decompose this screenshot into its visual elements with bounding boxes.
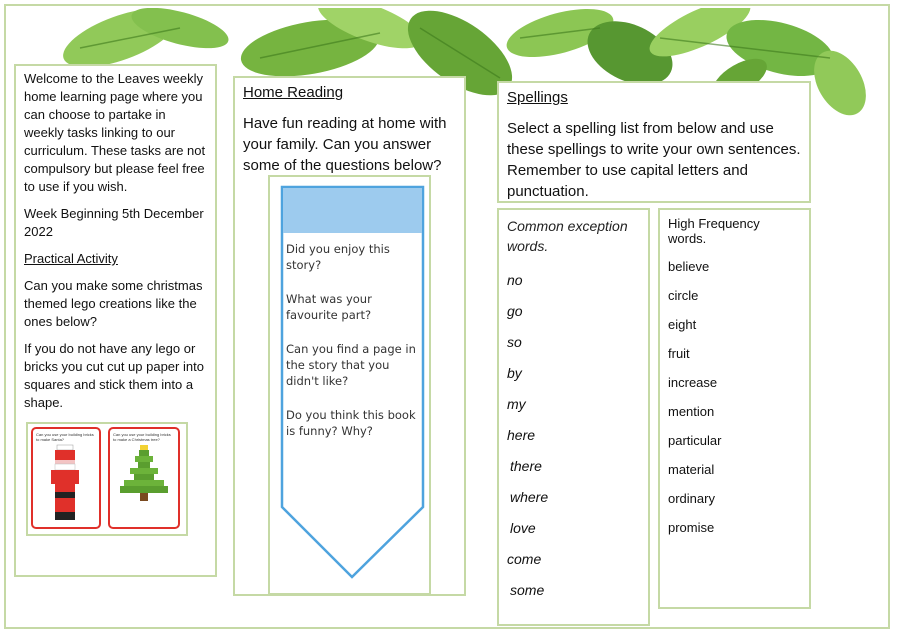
hf-words-panel (658, 208, 811, 609)
common-word: go (507, 303, 523, 319)
spellings-heading: Spellings (507, 89, 568, 106)
spellings-panel (497, 81, 811, 203)
question-2: What was your favourite part? (286, 292, 372, 322)
question-4: Do you think this book is funny? Why? (286, 408, 416, 438)
lego-tree-icon (110, 441, 178, 526)
hf-word: mention (668, 404, 715, 419)
practical-heading: Practical Activity (24, 251, 118, 266)
hf-word: particular (668, 433, 722, 448)
question-3: Can you find a page in the story that you didn't like? (286, 342, 416, 388)
common-word: by (507, 365, 522, 381)
hf-word: ordinary (668, 491, 715, 506)
common-words-panel (497, 208, 650, 626)
lego-tree-card (108, 427, 180, 529)
hf-title: High Frequency words. (668, 216, 760, 246)
tree-card-caption: Can you use your building bricks to make a Christmas tree? (113, 432, 171, 442)
common-word: so (507, 334, 522, 350)
common-word: come (507, 551, 542, 567)
common-title: Common exception words. (507, 218, 628, 254)
common-word: no (507, 272, 523, 288)
bookmark-questions (286, 241, 416, 439)
common-word: where (510, 489, 549, 505)
hf-word: eight (668, 317, 697, 332)
lego-image (26, 422, 188, 536)
santa-card-caption: Can you use your building bricks to make Santa? (36, 432, 94, 442)
common-word: here (507, 427, 536, 443)
week-beginning: Week Beginning 5th December 2022 (24, 206, 204, 239)
hf-word: material (668, 462, 715, 477)
question-1: Did you enjoy this story? (286, 242, 390, 272)
hf-word: circle (668, 288, 699, 303)
common-word: love (510, 520, 536, 536)
common-word: some (510, 582, 545, 598)
reading-heading: Home Reading (243, 84, 344, 101)
hf-word: promise (668, 520, 715, 535)
lego-santa-card (31, 427, 101, 529)
common-word: my (507, 396, 526, 412)
hf-word: fruit (668, 346, 690, 361)
hf-word: believe (668, 259, 710, 274)
welcome-panel (14, 64, 217, 577)
welcome-intro: Welcome to the Leaves weekly home learning page where you can choose to partake in weekly tasks linking to our curriculum. These tasks are not compulsory but please feel free to use if you wish. (24, 71, 206, 194)
common-word: there (510, 458, 542, 474)
practical-question: Can you make some christmas themed lego creations like the ones below? (24, 278, 203, 329)
spellings-text: Select a spelling list from below and use these spellings to write your own sentences. Remember to use capital letters and punctuation. (507, 120, 801, 200)
reading-text: Have fun reading at home with your family. Can you answer some of the questions below? (243, 115, 447, 174)
bookmark-card (268, 175, 431, 595)
practical-instructions: If you do not have any lego or bricks you cut cut up paper into squares and stick them into a shape. (24, 341, 204, 410)
lego-santa-icon (33, 441, 99, 526)
hf-word: increase (668, 375, 718, 390)
